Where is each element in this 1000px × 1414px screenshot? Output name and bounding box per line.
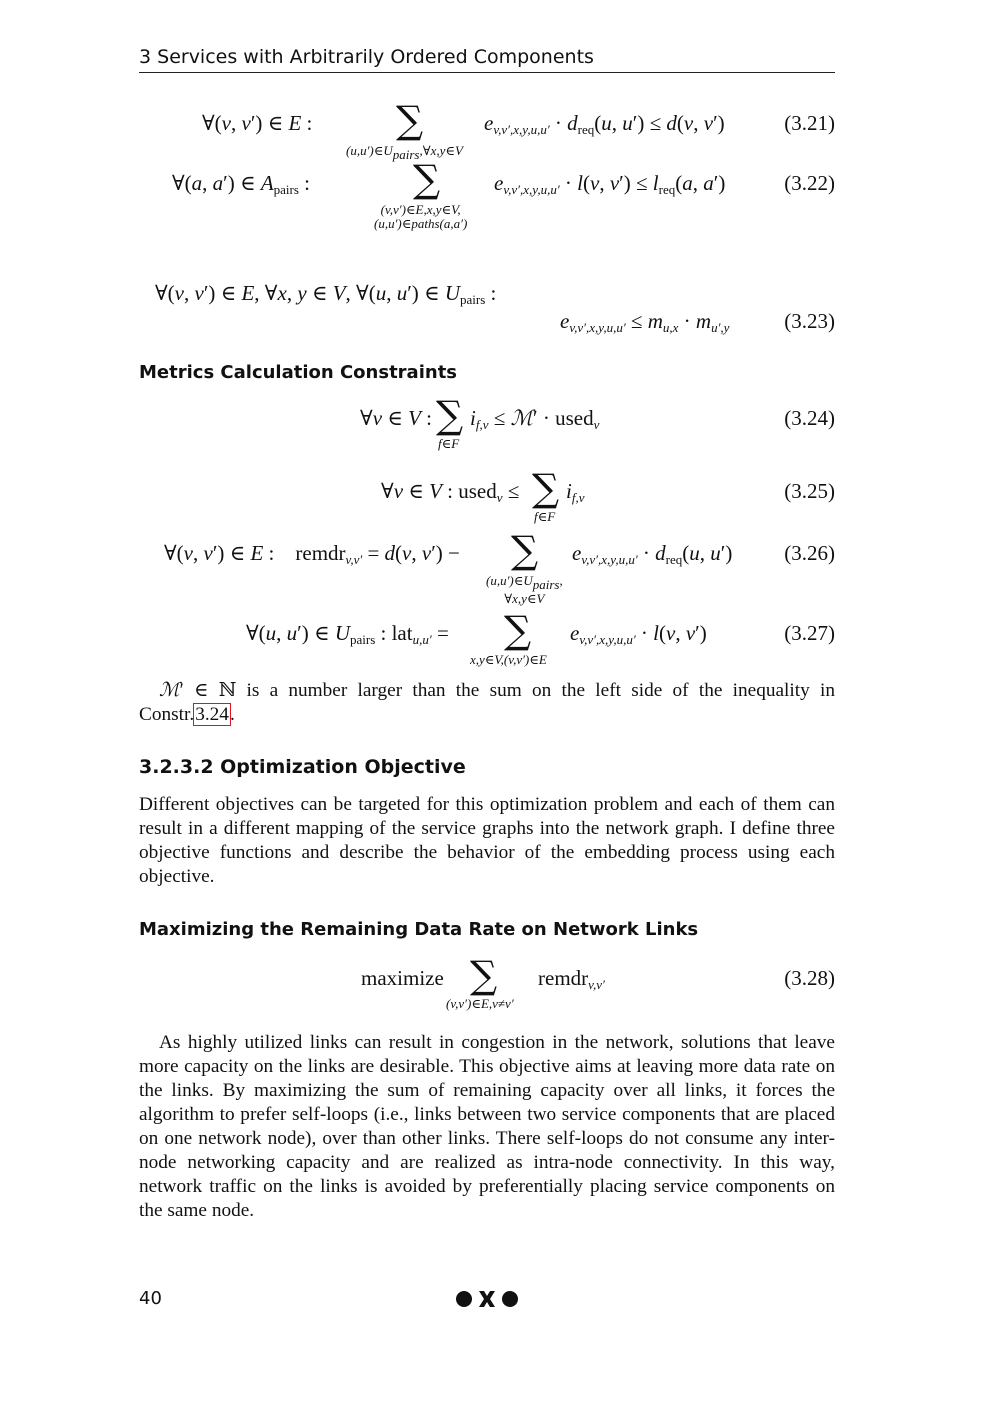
sum-symbol: ∑ — [413, 157, 441, 201]
equation-number: (3.23) — [784, 309, 835, 333]
paragraph-text: . — [229, 704, 235, 725]
equation-3-27-lhs: ∀(u, u′) ∈ $U_{pairs}$ : lat$_{u,u'}$ = — [246, 621, 449, 647]
equation-3-26-rhs: $e_{v,v',x,y,u,u'} \cdot d_{req}(u$, u′) — [572, 541, 733, 567]
equation-number: (3.24) — [784, 406, 835, 430]
equation-3-24-lhs: ∀v ∈ V : — [360, 406, 432, 430]
sum-symbol: ∑ — [396, 98, 424, 142]
equation-number: (3.26) — [784, 541, 835, 565]
header-rule — [139, 72, 835, 73]
equation-3-24-rhs: $i_{f,v}$ ≤ ℳ′ · used$_v$ — [470, 406, 600, 432]
page-number: 40 — [139, 1288, 162, 1309]
sum-limits: $(u,u')\in U_{pairs}$, ∀x,y∈V — [486, 573, 563, 606]
paragraph-utilized-links: As highly utilized links can result in congestion in the network, solutions that leave more capacity on the links are desirable. This objective aims at leaving more data rate on the links. By maximizing the sum of remaining capacity over all links, it forces the algorithm to prefer self-loops (i.e., links between two service components that are placed on one network node), over than other links. There self-loops do not consume any inter-node networking capacity and are realized as intra-node connectivity. In this way, network traffic on the links is avoided by preferentially placing service components on the same node. — [139, 1032, 835, 1221]
sum-limits: $(u,u')\in U_{pairs},\forall x,y\in V$ — [346, 143, 463, 162]
sum-symbol: ∑ — [511, 528, 539, 572]
paragraph-text: is a number larger than the sum on the left side of the inequality in Constr. — [139, 680, 835, 725]
equation-3-22-rhs: $e_{v,v',x,y,u,u'} \cdot l(v$, $v') \le l_{req}(a$, a′) — [494, 171, 726, 197]
sum-symbol: ∑ — [504, 608, 532, 652]
section-heading: Metrics Calculation Constraints — [139, 362, 458, 383]
equation-3-26-lhs: ∀(v, v′) ∈ E : remdr$_{v,v'}$ = d(v, v′) − — [164, 541, 460, 567]
sum-limits: x,y∈V,(v,v′)∈E — [470, 652, 547, 667]
equation-3-21-lhs: ∀(v, v′) ∈ E : — [202, 111, 313, 135]
sum-symbol: ∑ — [436, 393, 464, 437]
equation-3-27-rhs: $e_{v,v',x,y,u,u'} \cdot l(v$, v′) — [570, 621, 707, 647]
sum-limits: f∈F — [438, 436, 460, 451]
equation-number: (3.28) — [784, 966, 835, 990]
equation-number: (3.21) — [784, 111, 835, 135]
equation-3-23-rhs: $e_{v,v',x,y,u,u'} \le m_{u,x} \cdot m_{u',y}$ — [560, 309, 730, 335]
equation-number: (3.27) — [784, 621, 835, 645]
sum-symbol: ∑ — [532, 466, 560, 510]
paragraph-mprime: ℳ′ ∈ ℕ is a number larger than the sum on the left side of the inequality in Constr.3.24. — [139, 680, 835, 725]
constraint-reference-link[interactable]: 3.24 — [195, 704, 229, 725]
sum-limits: (v,v′)∈E,v≠v′ — [446, 996, 514, 1011]
paragraph-objectives: Different objectives can be targeted for this optimization problem and each of them can result in a different mapping of the service graphs into the network graph. I define three objective functions and describe the behavior of the embedding process using each objective. — [139, 794, 835, 887]
running-header: 3 Services with Arbitrarily Ordered Components — [139, 46, 594, 68]
sum-limits: (v,v′)∈E,x,y∈V, (u,u′)∈paths(a,a′) — [374, 202, 468, 231]
equation-number: (3.25) — [784, 479, 835, 503]
section-heading: Maximizing the Remaining Data Rate on Network Links — [139, 919, 699, 940]
institution-logo-icon — [455, 1290, 519, 1308]
sum-limits: f∈F — [534, 509, 556, 524]
equation-number: (3.22) — [784, 171, 835, 195]
equation-3-25-rhs: $i_{f,v}$ — [566, 479, 585, 505]
equation-3-21-rhs: $e_{v,v',x,y,u,u'} \cdot d_{req}(u$, u′) ≤ d(v, v′) — [484, 111, 725, 137]
subsection-heading: 3.2.3.2 Optimization Objective — [139, 756, 466, 778]
equation-3-23-lhs: ∀(v, v′) ∈ E, ∀x, y ∈ V, ∀(u, u′) ∈ $U_{pairs}$ : — [155, 281, 497, 307]
equation-3-28-lhs: maximize — [361, 966, 444, 990]
equation-3-22-lhs: ∀(a, a′) ∈ $A_{pairs}$ : — [172, 171, 311, 197]
equation-3-25-lhs: ∀v ∈ V : used$_v$ ≤ — [381, 479, 520, 505]
sum-symbol: ∑ — [470, 953, 498, 997]
equation-3-28-rhs: remdr$_{v,v'}$ — [538, 966, 605, 992]
